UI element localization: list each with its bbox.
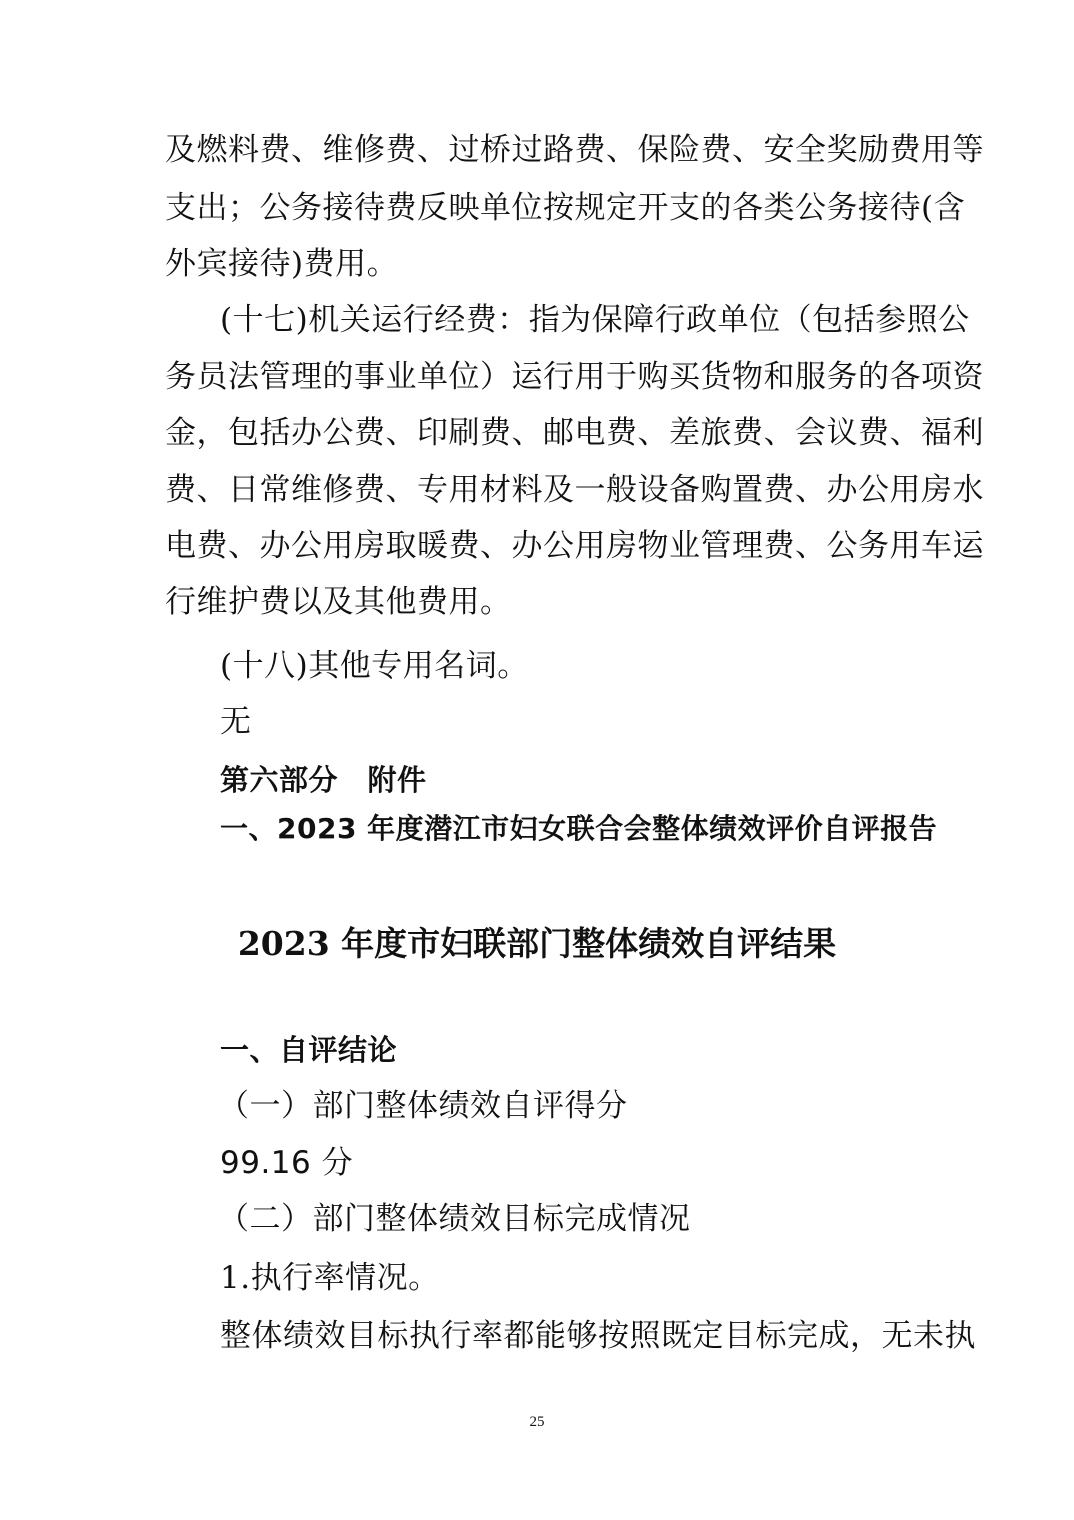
page-number: 25: [529, 1414, 545, 1430]
closing-line: 整体绩效目标执行率都能够按照既定目标完成，无未执: [220, 1318, 976, 1354]
paragraph-2-line-1: (十七)机关运行经费：指为保障行政单位（包括参照公: [220, 302, 970, 338]
paragraph-2-line-3: 金，包括办公费、印刷费、邮电费、差旅费、会议费、福利: [165, 415, 984, 451]
paragraph-2-line-6: 行维护费以及其他费用。: [165, 584, 512, 620]
main-title: 2023 年度市妇联部门整体绩效自评结果: [237, 924, 837, 963]
item-18-value: 无: [220, 704, 252, 740]
paragraph-2-line-4: 费、日常维修费、专用材料及一般设备购置费、办公用房水: [165, 472, 984, 508]
paragraph-2-line-2: 务员法管理的事业单位）运行用于购买货物和服务的各项资: [165, 359, 984, 395]
subsection-2-heading: （二）部门整体绩效目标完成情况: [218, 1201, 691, 1237]
paragraph-1-line-3: 外宾接待)费用。: [165, 246, 399, 282]
paragraph-1-line-2: 支出；公务接待费反映单位按规定开支的各类公务接待(含: [165, 190, 966, 226]
paragraph-2-line-5: 电费、办公用房取暖费、办公用房物业管理费、公务用车运: [165, 528, 984, 564]
subsection-1-heading: （一）部门整体绩效自评得分: [218, 1088, 628, 1124]
paragraph-1-line-1: 及燃料费、维修费、过桥过路费、保险费、安全奖励费用等: [165, 132, 984, 168]
item-1-heading: 1.执行率情况。: [220, 1260, 440, 1296]
item-18-heading: (十八)其他专用名词。: [220, 648, 529, 684]
score-value: 99.16 分: [220, 1145, 354, 1181]
report-title: 一、2023 年度潜江市妇女联合会整体绩效评价自评报告: [220, 812, 938, 845]
part-six-heading: 第六部分 附件: [220, 763, 427, 797]
section-1-heading: 一、自评结论: [220, 1033, 398, 1067]
